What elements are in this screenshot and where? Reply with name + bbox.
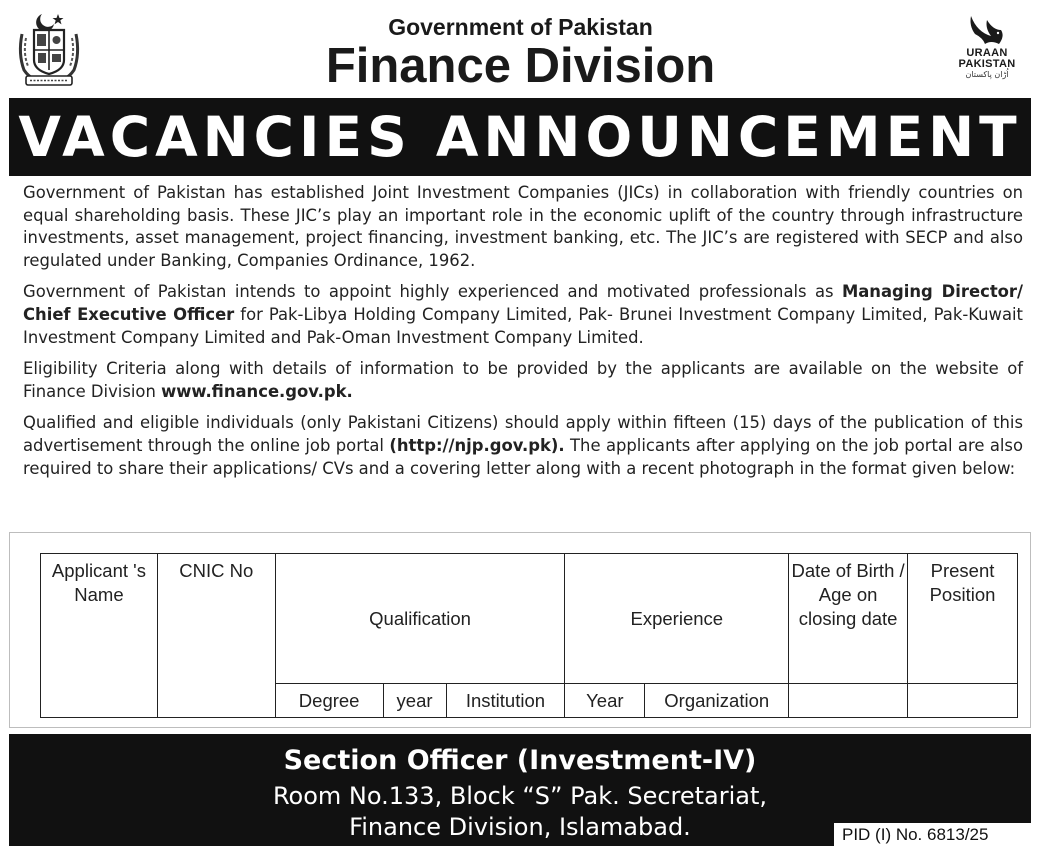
uraan-tagline: اُڑان پاکستان xyxy=(965,70,1009,79)
position-blank-cell xyxy=(908,684,1018,718)
header-qualification-year: year xyxy=(383,684,446,718)
uraan-pakistan-logo xyxy=(950,14,1024,94)
position-title: Managing Director/ Chief Executive Officer xyxy=(23,282,1023,324)
pid-number: PID (I) No. 6813/25 xyxy=(834,823,1034,847)
header-qualification: Qualification xyxy=(275,554,565,684)
paragraph-appointment-companies: for Pak-Libya Holding Company Limited, Pak- Brunei Investment Company Limited, Pak-Kuwait Investment Company Limited and Pak-Oman Investment Company Limited. xyxy=(23,304,1023,347)
job-portal-url: (http://njp.gov.pk). xyxy=(389,435,565,455)
address-line-2: Finance Division, Islamabad. xyxy=(349,813,691,841)
vacancies-banner: VACANCIES ANNOUNCEMENT xyxy=(9,98,1031,176)
paragraph-eligibility-text: Eligibility Criteria along with details of information to be provided by the applicants are available on the website of Finance Division xyxy=(23,359,1023,401)
uraan-line2: PAKISTAN xyxy=(958,58,1016,70)
header-degree: Degree xyxy=(275,684,383,718)
uraan-line1: URAAN xyxy=(966,47,1008,59)
division-title: Finance Division xyxy=(325,39,716,93)
finance-website: www.finance.gov.pk. xyxy=(161,381,353,401)
section-officer-title: Section Officer (Investment-IV) xyxy=(283,745,757,776)
header-present-position: Present Position xyxy=(908,554,1018,684)
header-experience: Experience xyxy=(565,554,789,684)
paragraph-eligibility xyxy=(23,358,1023,403)
falcon-icon xyxy=(965,14,1009,48)
application-format-table xyxy=(40,553,1018,718)
application-format-box xyxy=(9,532,1031,728)
header-dob-age: Date of Birth / Age on closing date xyxy=(789,554,908,684)
paragraph-apply-lead: Qualified and eligible individuals (only Pakistani Citizens) should apply within fifteen (15) days of the publication of this advertisement through the online job portal xyxy=(23,413,1023,455)
paragraph-apply-tail: The applicants after applying on the job portal are also required to share their applications/ CVs and a covering letter along with a recent photograph in the format given below: xyxy=(23,435,1023,478)
header-institution: Institution xyxy=(446,684,565,718)
government-heading: Government of Pakistan xyxy=(388,14,653,40)
announcement-body xyxy=(23,182,1023,489)
paragraph-jics xyxy=(23,182,1023,272)
header-cnic: CNIC No xyxy=(157,554,275,718)
dob-blank-cell xyxy=(789,684,908,718)
paragraph-jics-text: Government of Pakistan has established Joint Investment Companies (JICs) in collaboration with friendly countries on equal shareholding basis. These JIC’s play an important role in the economic uplift of the country through infrastructure investments, asset management, project financing, investment banking, etc. The JIC’s are registered with SECP and also regulated under Banking, Companies Ordinance, 1962. xyxy=(23,183,1023,270)
header-organization: Organization xyxy=(645,684,789,718)
address-line-1: Room No.133, Block “S” Pak. Secretariat, xyxy=(272,782,768,810)
header-applicant-name: Applicant 's Name xyxy=(41,554,158,718)
paragraph-appointment xyxy=(23,281,1023,349)
letterhead xyxy=(0,0,1041,98)
paragraph-appointment-lead: Government of Pakistan intends to appoint highly experienced and motivated professionals as xyxy=(23,282,842,302)
header-experience-year: Year xyxy=(565,684,645,718)
paragraph-apply xyxy=(23,412,1023,480)
